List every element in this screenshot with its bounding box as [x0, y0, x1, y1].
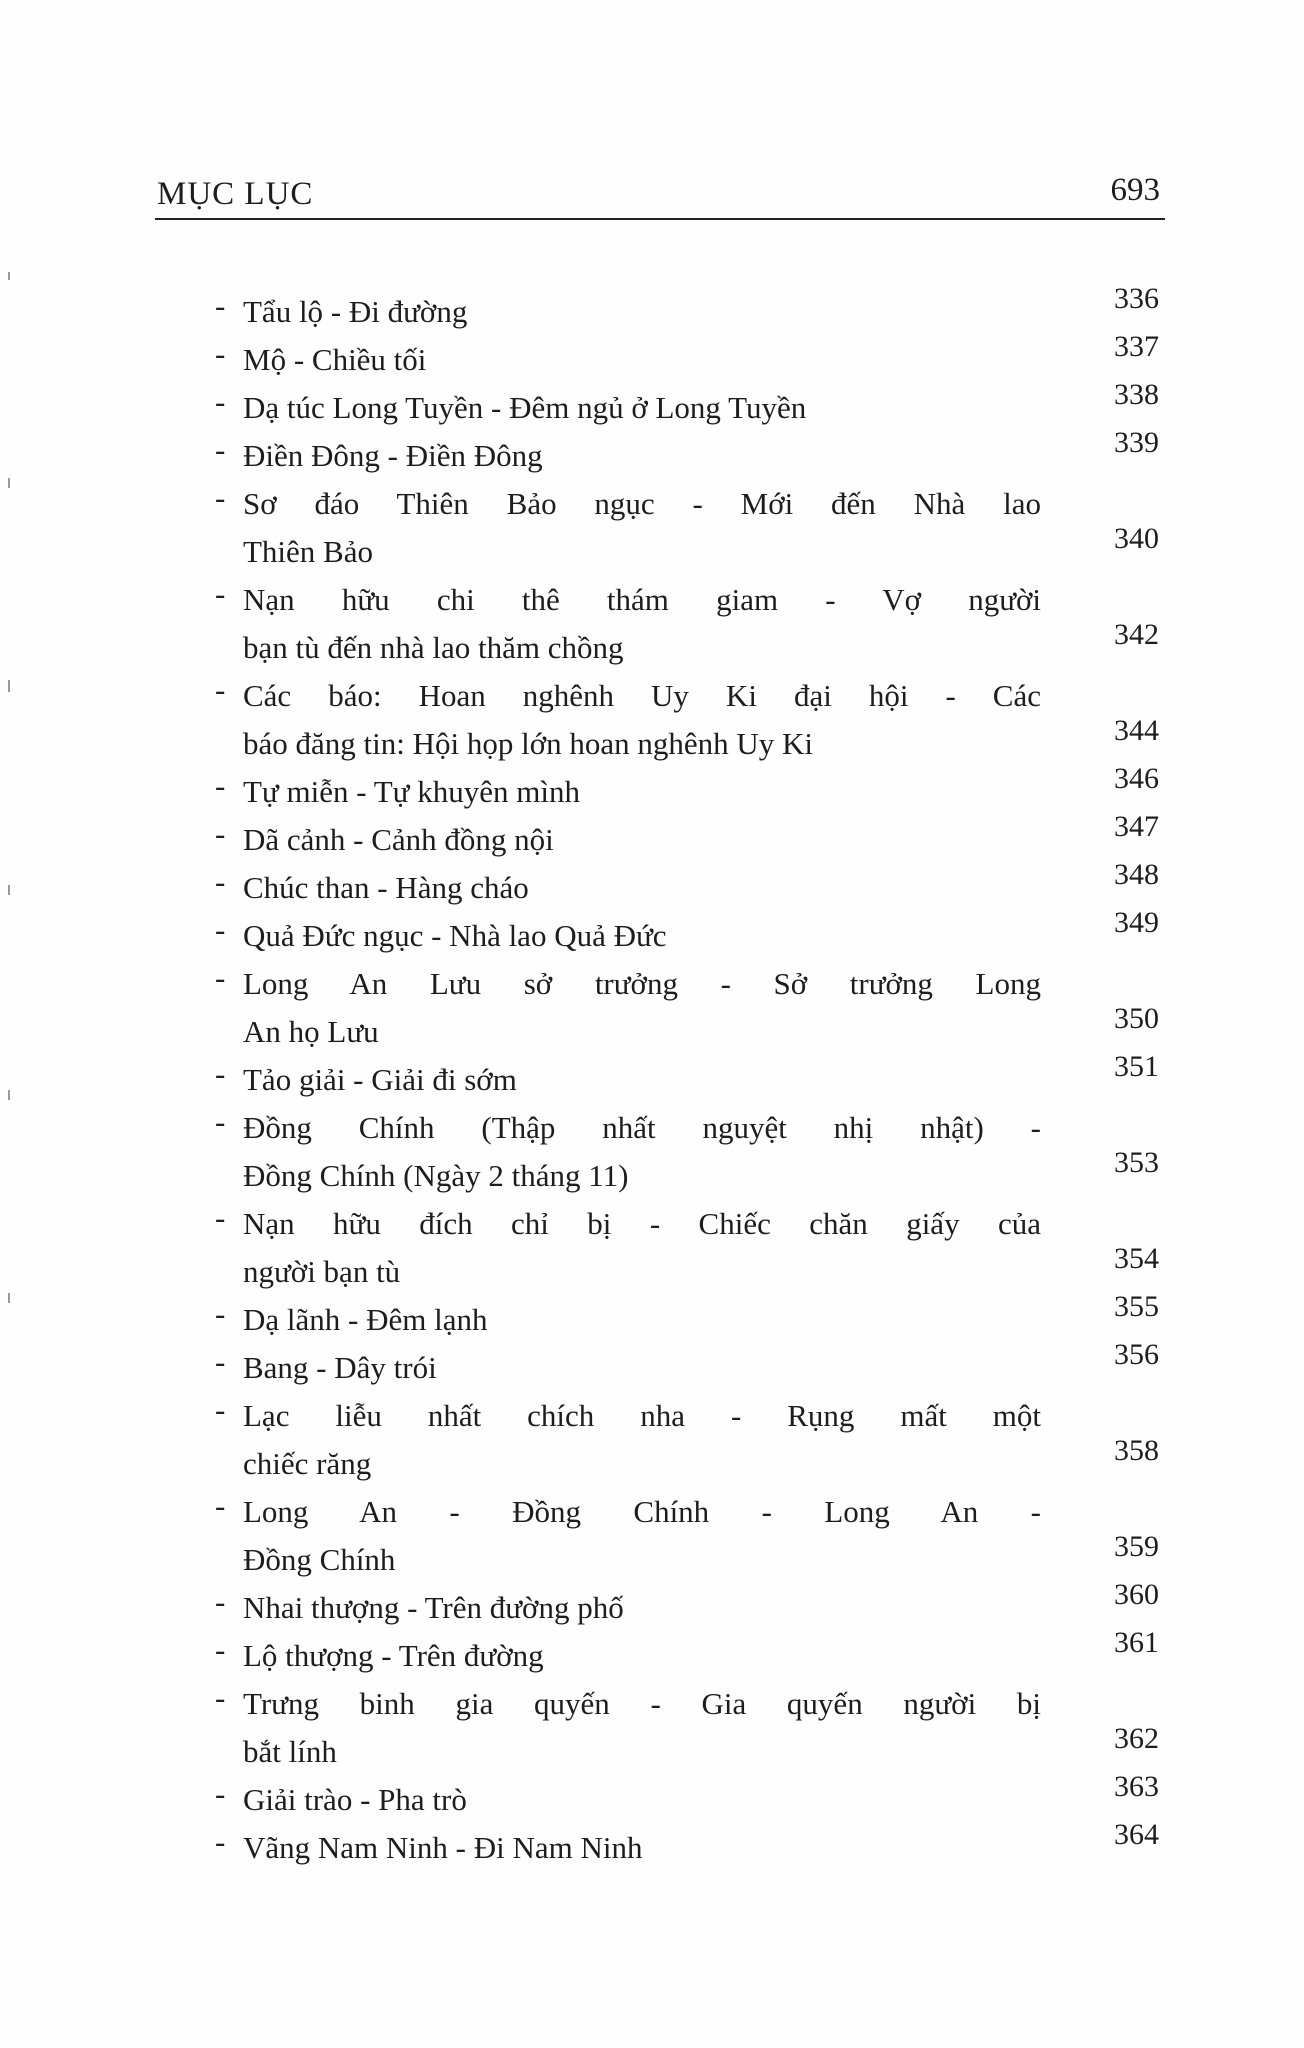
toc-page-number: 361: [1114, 1626, 1159, 1659]
toc-entry: [215, 762, 1165, 816]
toc-entry: [215, 810, 1165, 864]
toc-entry-line: Lộ thượng - Trên đường: [243, 1638, 544, 1673]
toc-entry-line: Vãng Nam Ninh - Đi Nam Ninh: [243, 1830, 643, 1865]
toc-entry-title: [243, 960, 1043, 1056]
toc-entry-title: [243, 1488, 1043, 1584]
toc-entry-title: [243, 1296, 1043, 1344]
toc-bullet: -: [215, 816, 226, 851]
toc-entry-line: Điền Đông - Điền Đông: [243, 438, 543, 473]
page-title: MỤC LỤC: [157, 176, 314, 212]
toc-entry-line: Tẩu lộ - Đi đường: [243, 294, 468, 329]
toc-entry-line: Lạc liễu nhất chích nha - Rụng mất một: [243, 1398, 1041, 1433]
toc-entry: [215, 1392, 1165, 1488]
toc-bullet: -: [215, 1392, 226, 1427]
toc-entry-title: [243, 768, 1043, 816]
toc-entry: [215, 858, 1165, 912]
toc-entry-line: Thiên Bảo: [243, 534, 373, 569]
toc-bullet: -: [215, 384, 226, 419]
toc-entry: [215, 282, 1165, 336]
toc-page-number: 338: [1114, 378, 1159, 411]
toc-bullet: -: [215, 864, 226, 899]
toc-entry-title: [243, 1200, 1043, 1296]
toc-page-number: 339: [1114, 426, 1159, 459]
toc-entry-title: [243, 864, 1043, 912]
toc-entry-title: [243, 1392, 1043, 1488]
toc-entry: [215, 1104, 1165, 1200]
toc-bullet: -: [215, 1776, 226, 1811]
toc-entry-title: [243, 288, 1043, 336]
toc-entry-title: [243, 432, 1043, 480]
toc-bullet: -: [215, 1488, 226, 1523]
toc-entry-line: Bang - Dây trói: [243, 1350, 437, 1385]
toc-bullet: -: [215, 1680, 226, 1715]
toc-page-number: 351: [1114, 1050, 1159, 1083]
toc-bullet: -: [215, 768, 226, 803]
scan-edge-mark: [8, 1090, 10, 1100]
toc-bullet: -: [215, 1296, 226, 1331]
toc-entry: [215, 576, 1165, 672]
toc-entry-line: Đồng Chính (Ngày 2 tháng 11): [243, 1158, 629, 1193]
toc-entry: [215, 672, 1165, 768]
toc-entry-title: [243, 336, 1043, 384]
toc-page-number: 363: [1114, 1770, 1159, 1803]
toc-bullet: -: [215, 1824, 226, 1859]
toc-entry-title: [243, 1056, 1043, 1104]
toc-entry-title: [243, 912, 1043, 960]
toc-page-number: 347: [1114, 810, 1159, 843]
toc-entry-line: Nhai thượng - Trên đường phố: [243, 1590, 624, 1625]
toc-entry-line: Long An Lưu sở trưởng - Sở trưởng Long: [243, 966, 1041, 1001]
toc-bullet: -: [215, 1104, 226, 1139]
toc-entry-line: Long An - Đồng Chính - Long An -: [243, 1494, 1041, 1529]
toc-entry-line: Dã cảnh - Cảnh đồng nội: [243, 822, 554, 857]
toc-entry-line: Mộ - Chiều tối: [243, 342, 427, 377]
toc-bullet: -: [215, 576, 226, 611]
toc-entry-line: Đồng Chính (Thập nhất nguyệt nhị nhật) -: [243, 1110, 1041, 1145]
toc-entry: [215, 426, 1165, 480]
toc-entry: [215, 480, 1165, 576]
toc-entry-line: An họ Lưu: [243, 1014, 379, 1049]
toc-entry-title: [243, 816, 1043, 864]
toc-bullet: -: [215, 960, 226, 995]
toc-page-number: 348: [1114, 858, 1159, 891]
toc-entry: [215, 1626, 1165, 1680]
toc-entry: [215, 1200, 1165, 1296]
toc-entry-line: bắt lính: [243, 1734, 337, 1769]
toc-entry-title: [243, 384, 1043, 432]
toc-entry: [215, 1770, 1165, 1824]
toc-entry-title: [243, 1632, 1043, 1680]
scan-edge-mark: [8, 1293, 10, 1303]
scan-edge-mark: [8, 272, 10, 280]
toc-entry: [215, 1680, 1165, 1776]
toc-entry-title: [243, 480, 1043, 576]
toc-bullet: -: [215, 432, 226, 467]
toc-entry-line: Tự miễn - Tự khuyên mình: [243, 774, 580, 809]
toc-entry-title: [243, 576, 1043, 672]
toc-page-number: 349: [1114, 906, 1159, 939]
toc-entry-line: Chúc than - Hàng cháo: [243, 870, 529, 905]
toc-entry-line: Đồng Chính: [243, 1542, 396, 1577]
toc-page-number: 356: [1114, 1338, 1159, 1371]
toc-bullet: -: [215, 336, 226, 371]
toc-entry-line: Nạn hữu chi thê thám giam - Vợ người: [243, 582, 1041, 617]
toc-entry-line: Tảo giải - Giải đi sớm: [243, 1062, 517, 1097]
toc-page-number: 344: [1114, 714, 1159, 747]
toc-bullet: -: [215, 1056, 226, 1091]
toc-page-number: 336: [1114, 282, 1159, 315]
toc-entry-line: Dạ túc Long Tuyền - Đêm ngủ ở Long Tuyền: [243, 390, 807, 425]
toc-entry-line: Dạ lãnh - Đêm lạnh: [243, 1302, 488, 1337]
toc-entry-line: báo đăng tin: Hội họp lớn hoan nghênh Uy Ki: [243, 726, 814, 761]
toc-entry: [215, 906, 1165, 960]
toc-entry-title: [243, 1776, 1043, 1824]
toc-page-number: 355: [1114, 1290, 1159, 1323]
page-number: 693: [1110, 172, 1160, 208]
toc-bullet: -: [215, 480, 226, 515]
toc-bullet: -: [215, 672, 226, 707]
toc-page-number: 337: [1114, 330, 1159, 363]
toc-bullet: -: [215, 288, 226, 323]
toc-entry-title: [243, 1584, 1043, 1632]
toc-entry-line: Nạn hữu đích chỉ bị - Chiếc chăn giấy của: [243, 1206, 1041, 1241]
toc-page-number: 358: [1114, 1434, 1159, 1467]
toc-entry: [215, 1578, 1165, 1632]
scan-edge-mark: [8, 478, 10, 488]
toc-page-number: 353: [1114, 1146, 1159, 1179]
toc-entry: [215, 1050, 1165, 1104]
toc-page-number: 364: [1114, 1818, 1159, 1851]
toc-entry-line: chiếc răng: [243, 1446, 372, 1481]
toc-page-number: 346: [1114, 762, 1159, 795]
toc-entry-title: [243, 1824, 1043, 1872]
scan-edge-mark: [8, 680, 10, 692]
toc-entry: [215, 378, 1165, 432]
toc-page-number: 360: [1114, 1578, 1159, 1611]
toc-bullet: -: [215, 1584, 226, 1619]
toc-entry-line: Sơ đáo Thiên Bảo ngục - Mới đến Nhà lao: [243, 486, 1041, 521]
toc-bullet: -: [215, 912, 226, 947]
toc-entry: [215, 1488, 1165, 1584]
toc-page-number: 359: [1114, 1530, 1159, 1563]
toc-page-number: 342: [1114, 618, 1159, 651]
scan-edge-mark: [8, 885, 10, 895]
toc-bullet: -: [215, 1632, 226, 1667]
toc-entry-line: người bạn tù: [243, 1254, 401, 1289]
toc-entry-title: [243, 1344, 1043, 1392]
toc-entry-line: Giải trào - Pha trò: [243, 1782, 467, 1817]
toc-entry-line: Quả Đức ngục - Nhà lao Quả Đức: [243, 918, 667, 953]
toc-entry-line: Trưng binh gia quyến - Gia quyến người bị: [243, 1686, 1041, 1721]
toc-bullet: -: [215, 1200, 226, 1235]
toc-entry-line: bạn tù đến nhà lao thăm chồng: [243, 630, 624, 665]
toc-entry-title: [243, 672, 1043, 768]
toc-page-number: 350: [1114, 1002, 1159, 1035]
toc-entry: [215, 1290, 1165, 1344]
toc-page-number: 362: [1114, 1722, 1159, 1755]
toc-entry: [215, 1818, 1165, 1872]
toc-entry: [215, 960, 1165, 1056]
toc-entry-title: [243, 1104, 1043, 1200]
toc-entry: [215, 330, 1165, 384]
toc-bullet: -: [215, 1344, 226, 1379]
toc-entry: [215, 1338, 1165, 1392]
toc-entry-title: [243, 1680, 1043, 1776]
toc-entry-line: Các báo: Hoan nghênh Uy Ki đại hội - Các: [243, 678, 1041, 713]
toc-page-number: 354: [1114, 1242, 1159, 1275]
toc-page-number: 340: [1114, 522, 1159, 555]
